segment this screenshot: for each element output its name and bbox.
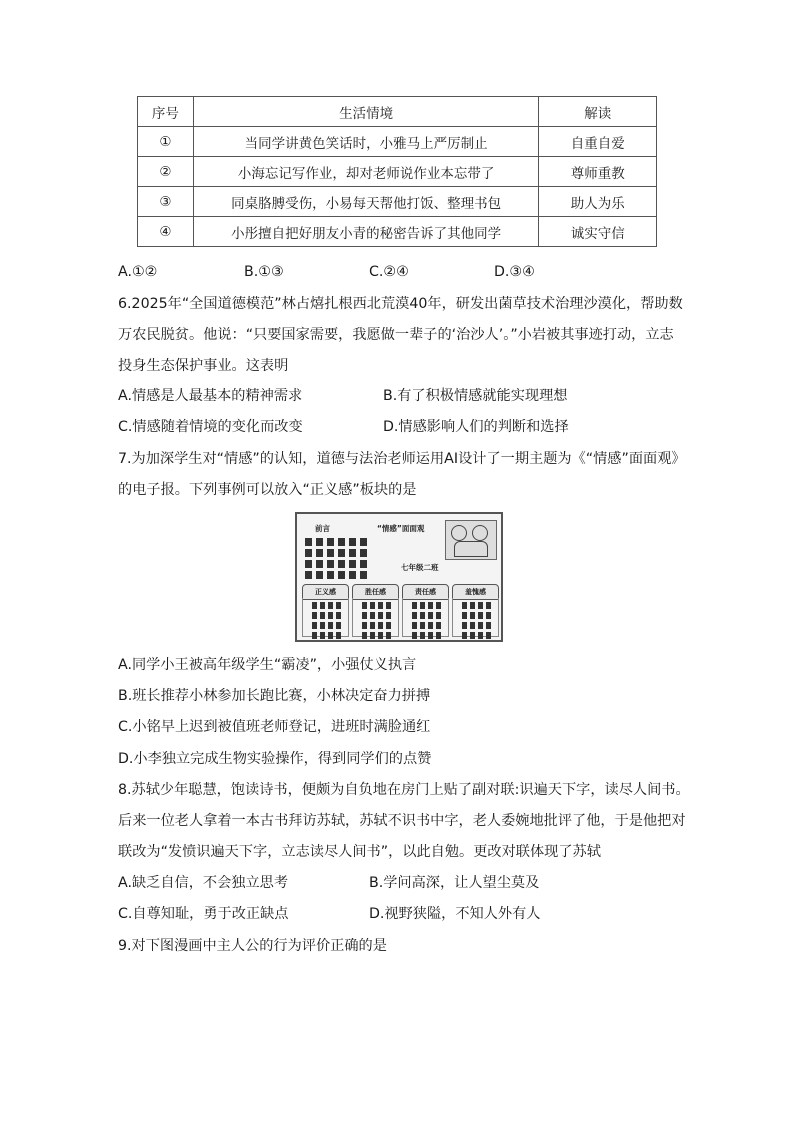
table-row	[138, 187, 657, 217]
q6-option-b: B.有了积极情感就能实现理想	[383, 388, 568, 404]
newspaper-title: “情感”面面观	[377, 524, 425, 533]
competence-text-block	[362, 602, 391, 639]
table-cell: ②	[138, 157, 194, 187]
q9-stem-line: 9.对下图漫画中主人公的行为评价正确的是	[118, 938, 387, 954]
q8-stem-line-2: 后来一位老人拿着一本古书拜访苏轼，苏轼不识书中字，老人委婉地批评了他，于是他把对	[118, 813, 686, 829]
q8-option-a: A.缺乏自信，不会独立思考	[118, 875, 289, 891]
preface-text-block	[305, 538, 367, 579]
preface-label: 前言	[315, 524, 330, 533]
table-cell: 诚实守信	[539, 217, 657, 247]
q6-option-d: D.情感影响人们的判断和选择	[383, 419, 569, 435]
justice-text-block	[312, 602, 341, 639]
q5-option-c: C.②④	[369, 264, 409, 280]
q8-option-b: B.学问高深，让人望尘莫及	[369, 875, 540, 891]
e-newspaper-figure	[295, 512, 503, 642]
situation-table	[137, 96, 657, 247]
q7-option-a: A.同学小王被高年级学生“霸凌”，小强仗义执言	[118, 657, 417, 673]
q8-option-c: C.自尊知耻，勇于改正缺点	[118, 906, 289, 922]
q7-option-d: D.小李独立完成生物实验操作，得到同学们的点赞	[118, 751, 432, 767]
q8-stem-line-3: 联改为“发愤识遍天下字，立志读尽人间书”，以此自勉。更改对联体现了苏轼	[118, 844, 601, 860]
table-cell: 自重自爱	[539, 127, 657, 157]
responsibility-text-block	[412, 602, 441, 639]
friendship-illustration	[445, 520, 497, 560]
table-row	[138, 127, 657, 157]
tab-justice: 正义感	[302, 584, 349, 600]
q5-option-d: D.③④	[494, 264, 535, 280]
q7-stem-line-1: 7.为加深学生对“情感”的认知，道德与法治老师运用AI设计了一期主题为《“情感”面面观》	[118, 451, 686, 467]
tab-shame: 羞愧感	[452, 584, 499, 600]
class-label: 七年级二班	[401, 563, 439, 572]
q7-option-c: C.小铭早上迟到被值班老师登记，进班时满脸通红	[118, 719, 431, 735]
column-header-interpretation: 解读	[539, 97, 657, 127]
table-cell: ①	[138, 127, 194, 157]
table-cell: ④	[138, 217, 194, 247]
table-row	[138, 157, 657, 187]
tab-responsibility: 责任感	[402, 584, 449, 600]
q5-option-a: A.①②	[118, 264, 158, 280]
q6-stem-line-3: 投身生态保护事业。这表明	[118, 358, 289, 374]
column-header-index: 序号	[138, 97, 194, 127]
table-cell: 尊师重教	[539, 157, 657, 187]
q6-stem-line-1: 6.2025年“全国道德模范”林占熺扎根西北荒漠40年，研发出菌草技术治理沙漠化，帮助数	[118, 296, 683, 312]
q6-option-c: C.情感随着情境的变化而改变	[118, 419, 303, 435]
column-header-situation: 生活情境	[193, 97, 539, 127]
table-row	[138, 217, 657, 247]
q6-option-a: A.情感是人最基本的精神需求	[118, 388, 303, 404]
table-header-row	[138, 97, 657, 127]
tab-competence: 胜任感	[352, 584, 399, 600]
table-cell: 助人为乐	[539, 187, 657, 217]
q8-stem-line-1: 8.苏轼少年聪慧，饱读诗书，便颇为自负地在房门上贴了副对联:识遍天下字，读尽人间书。	[118, 782, 690, 798]
q6-stem-line-2: 万农民脱贫。他说：“只要国家需要，我愿做一辈子的‘治沙人’。”小岩被其事迹打动，立志	[118, 327, 674, 343]
table-cell: ③	[138, 187, 194, 217]
table-cell: 小彤擅自把好朋友小青的秘密告诉了其他同学	[193, 217, 539, 247]
table-cell: 当同学讲黄色笑话时，小雅马上严厉制止	[193, 127, 539, 157]
q8-option-d: D.视野狭隘，不知人外有人	[369, 906, 541, 922]
table-cell: 小海忘记写作业，却对老师说作业本忘带了	[193, 157, 539, 187]
q5-option-b: B.①③	[244, 264, 284, 280]
q7-option-b: B.班长推荐小林参加长跑比赛，小林决定奋力拼搏	[118, 688, 431, 704]
shame-text-block	[462, 602, 491, 639]
table-cell: 同桌胳膊受伤，小易每天帮他打饭、整理书包	[193, 187, 539, 217]
q7-stem-line-2: 的电子报。下列事例可以放入“正义感”板块的是	[118, 482, 417, 498]
